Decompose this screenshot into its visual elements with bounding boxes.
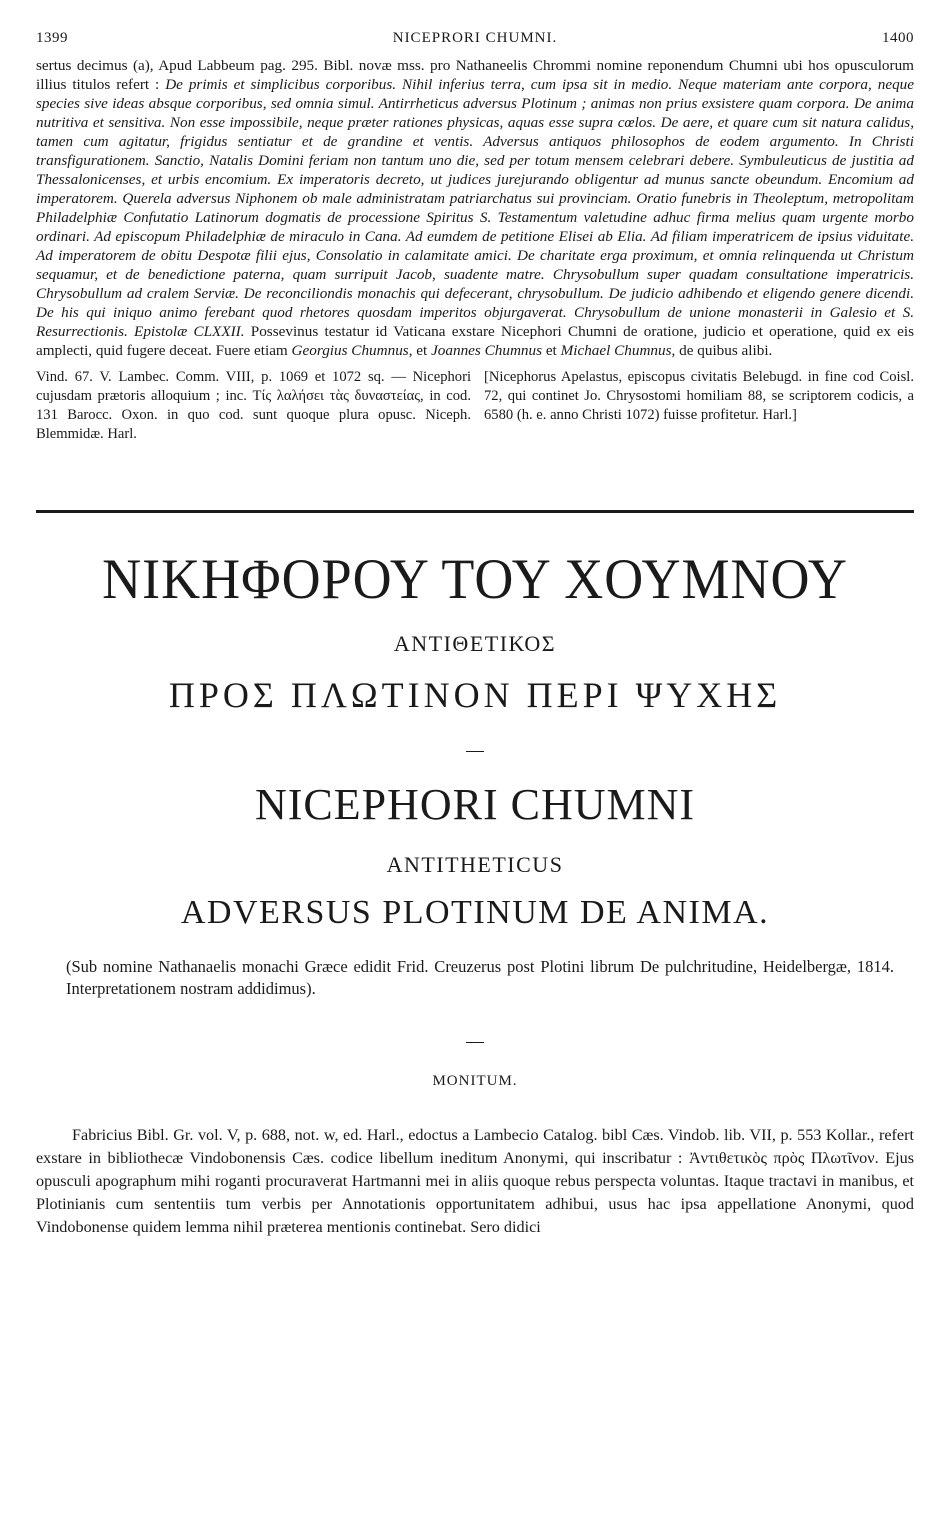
note-right-column: [Nicephorus Apelastus, episcopus civitatis Belebugd. in fine cod Coisl. 72, qui continet Jo. Chrysostomi homiliam 88, se scriptorem codicis, a 6580 (h. e. anno Christi 1072) fuisse profitetur. Harl.] (484, 369, 914, 423)
intro-paragraph (36, 56, 914, 360)
running-title: NICEPRORI CHUMNI. (392, 30, 558, 46)
monitum-body: Fabricius Bibl. Gr. vol. V, p. 688, not. w, ed. Harl., edoctus a Lambecio Catalog. bibl Cæs. Vindob. lib. VII, p. 553 Kollar., refert exstare in bibliothecæ Vindobonensis Cæs. codice libellum ineditum Anonymi, qui inscribatur : Ἀντιθετικὸς πρὸς Πλωτῖνον. Ejus opusculi apographum mihi roganti procuraverat Hartmanni mei in aliis quoque rebus perspecta voluntas. Itaque tractavi in manibus, et Plotinianis cum sententiis tum verbis per Annotationis opportunitatem adhibui, usus hac ipsa appellatione Anonymi, quod Vindobonense quidem lemma nihil præterea mentionis continebat. Sero didici (36, 1126, 914, 1236)
intro-text-3: Possevinus testatur id Vaticana exstare Nicephori Chumni de oratione, judicio et operatione, (244, 323, 844, 340)
latin-subtitle-1: ANTITHETICUS (386, 852, 564, 877)
intro-name-joannes: Joannes Chumnus (431, 342, 543, 359)
latin-title: NICEPHORI CHUMNI (254, 780, 696, 829)
note-left-column: Vind. 67. V. Lambec. Comm. VIII, p. 1069 et 1072 sq. — Nicephori cujusdam prætoris alloquium ; inc. Τίς λαλήσει τὰς δυναστείας, in cod. 131 Barocc. Oxon. in quo cod. sunt quoque plura opusc. Niceph. Blemmidæ. Harl. (36, 369, 471, 442)
greek-subtitle-1: ΑΝΤΙΘΕΤΙΚΟΣ (393, 631, 557, 656)
intro-titles-list: De primis et simplicibus corporibus. Nihil inferius terra, cum ipsa sit in medio. Neque materiam ante corpora, neque species sive ideas absque corporibus, sed omnia simul. Antirrheticus adversus Plotinum ; animas non prius exsistere quam corpora. De anima nutritiva et sensitiva. Non esse impossibile, neque præter rationes physicas, aquas esse supra cœlos. De aere, et quare cum sit natura calidus, tamen cum agitatur, frigidus sentiatur et de grandine et ventis. Adversus antiquos philosophos de eodem argumento. In Christi transfigurationem. Sanctio, Natalis Domini feriam non tantum uno die, sed per totum mensem celebrari debere. Symbuleuticus de justitia ad Thessalonicenses, et urbis encomium. Ex imperatoris decreto, ut judices jurejurando obligentur ad munus sancte obeundum. Encomium ad imperatorem. Querela adversus Niphonem ob male administratam patriarchatus sui provinciam. Oratio funebris in Theoleptum, metropolitam Philadelphiæ Confutatio Latinorum dogmatis de processione Spiritus S. Testamentum valetudine adhuc firma melius quam urgente morbo ordinari. Ad episcopum Philadelphiæ de miraculo in Cana. Ad eumdem de petitione Elisei ab Elia. Ad filiam imperatricem de ipsius viduitate. Ad imperatorem de obitu Despotæ filii ejus, Consolatio in calamitate amici. De charitate erga proximum, et omnia relinquenda ut Christum sequamur, et de benedictione paterna, quam surripuit Jacob, suadente matre. Chrysobullum super quadam consultatione imperatricis. Chrysobullum ad cralem Serviæ. De reconciliondis monachis qui defecerant, chrysobullum. De judicio adhibendo et eligendo genere dicendi. De his qui iniquo animo ferebant quod rhetores quosdam imperitos objurgaverat. Chrysobullum de unione monasterii in Galesio et S. Resurrectionis. Epistolæ CLXXII. (36, 76, 915, 340)
intro-text-10: , de quibus alibi. (671, 342, 773, 359)
greek-subtitle-2: ΠΡΟΣ ΠΛΩΤΙΝΟΝ ΠΕΡΙ ΨΥΧΗΣ (168, 675, 782, 715)
monitum-heading: MONITUM. (432, 1073, 518, 1089)
document-page (36, 30, 914, 1239)
edition-note: (Sub nomine Nathanaelis monachi Græce edidit Frid. Creuzerus post Plotini librum De pulchritudine, Heidelbergæ, 1814. Interpretationem nostram addidimus). (66, 957, 894, 998)
intro-text-8: et (542, 342, 561, 359)
running-head (36, 30, 914, 52)
intro-text-1: sertus decimus (a), Apud Labbeum pag. 295. Bibl. novæ mss. pro Nathaneelis Chrommi nomine reponendum Chumni ubi hos opusculorum illius titulos refert : (36, 57, 914, 93)
greek-title: ΝΙΚΗΦΟΡΟΥ ΤΟΥ ΧΟΥΜΝΟΥ (102, 547, 848, 611)
monitum-dash (466, 1042, 484, 1043)
section-divider (36, 510, 914, 513)
latin-subtitle-2: ADVERSUS PLOTINUM DE ANIMA. (180, 894, 770, 931)
intro-text-4: quid ex eis amplecti, quid fugere deceat. Fuere etiam (36, 323, 914, 359)
notes-two-column (36, 368, 914, 444)
intro-name-michael: Michael Chumnus (560, 342, 672, 359)
title-dash (466, 751, 484, 752)
page-number-right: 1400 (881, 30, 914, 46)
intro-name-georgius: Georgius Chumnus (291, 342, 409, 359)
intro-text-6: , et (408, 342, 432, 359)
page-number-left: 1399 (36, 30, 68, 46)
